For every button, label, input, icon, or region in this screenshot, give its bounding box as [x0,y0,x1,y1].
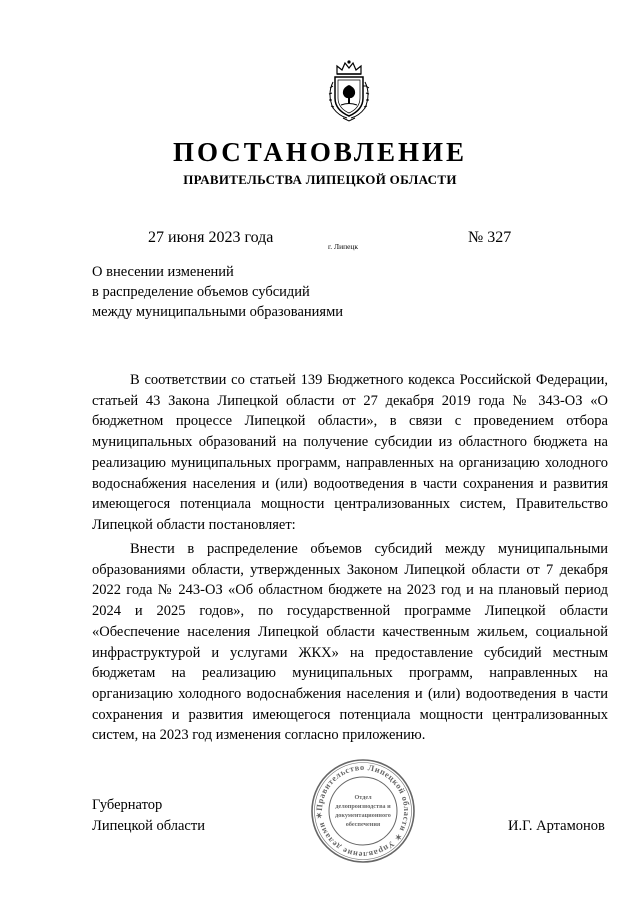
seal-center-text: обеспечения [345,821,381,828]
document-date: 27 июня 2023 года [148,229,274,246]
coat-of-arms-icon [323,58,375,124]
subject-line: О внесении изменений [92,264,234,280]
document-title: ПОСТАНОВЛЕНИЕ [172,137,468,167]
document-subject [92,262,432,322]
official-seal [310,758,416,864]
signatory-name: И.Г. Артамонов [508,818,605,834]
body-paragraph: В соответствии со статьей 139 Бюджетного кодекса Российской Федерации, статьей 43 Закона Липецкой области от 27 декабря 2019 года № 343-ОЗ «О бюджетном процессе Липецкой области», в связи с проведением отбора муниципальных образований на получение субсидии из областного бюджета на реализацию муниципальных программ, направленных на организацию холодного водоснабжения населения и (или) водоотведения в части сохранения и развития имеющегося потенциала мощности централизованных систем, Правительство Липецкой области постановляет: [92,372,608,533]
signatory-title-line: Липецкой области [92,817,205,834]
body-paragraph: Внести в распределение объемов субсидий между муниципальными образованиями области, утвержденных Законом Липецкой области от 7 декабря 2022 года № 243-ОЗ «Об областном бюджете на 2023 год и на плановый период 2024 и 2025 годов», по государственной программе Липецкой области «Обеспечение населения Липецкой области качественным жильем, социальной инфраструктурой и услугами ЖКХ» на предоставление субсидий местным бюджетам на реализацию муниципальных программ, направленных на организацию холодного водоснабжения населения и (или) водоотведения в части сохранения и развития имеющегося потенциала мощности централизованных систем, на 2023 год изменения согласно приложению. [92,541,608,744]
document-number: № 327 [468,229,512,246]
subject-line: в распределение объемов субсидий [92,284,310,300]
document-subtitle: ПРАВИТЕЛЬСТВА ЛИПЕЦКОЙ ОБЛАСТИ [183,172,457,187]
seal-center-text: документационного [335,812,391,819]
seal-ring-text: Правительство Липецкой области ✶ Управление делами ✶ [314,762,412,860]
document-city: г. Липецк [328,242,359,251]
signatory-title [92,795,205,836]
subject-line: между муниципальными образованиями [92,304,344,320]
seal-center-text: делопроизводства и [335,803,391,810]
seal-center-text: Отдел [354,794,372,801]
signatory-title-line: Губернатор [92,797,163,813]
